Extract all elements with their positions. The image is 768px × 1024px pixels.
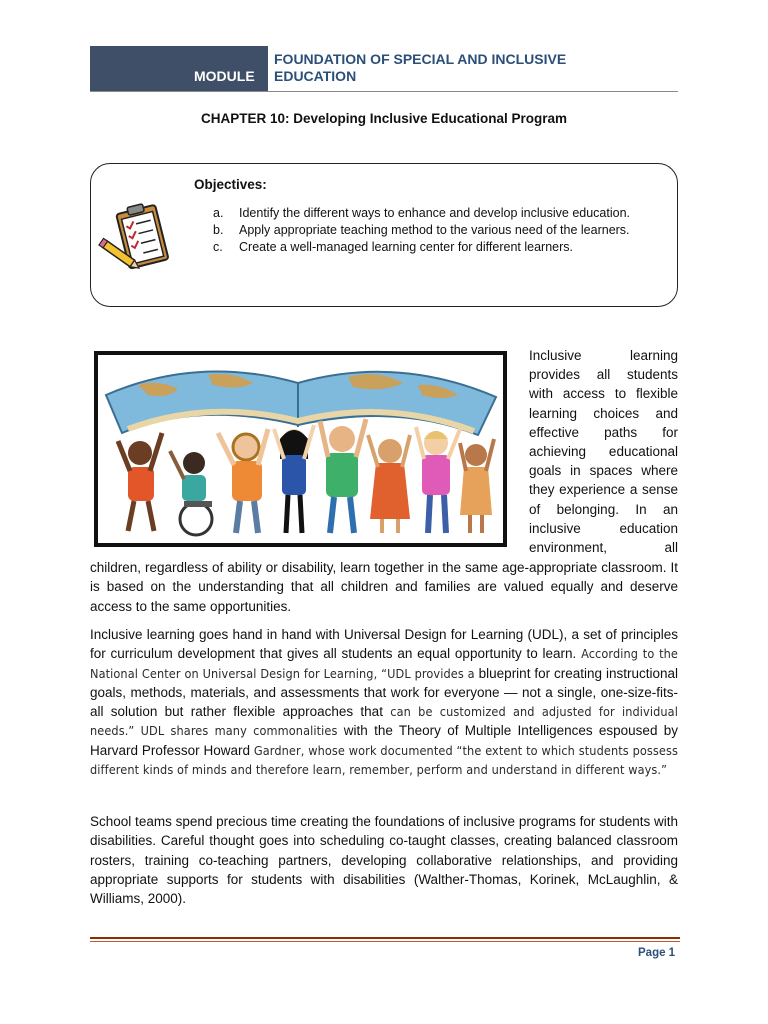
objective-letter: c. (213, 240, 223, 254)
udl-text-b: According to the National Center on Universal Design for Learning, “UDL provides a (90, 646, 678, 681)
chapter-title: CHAPTER 10: Developing Inclusive Educational Program (200, 111, 568, 126)
udl-text-d: can be customized and adjusted for individual needs.” UDL shares many commonalities (90, 704, 678, 739)
objective-text: Create a well-managed learning center for different learners. (239, 240, 573, 254)
footer-rule-thin (90, 941, 680, 942)
udl-text-c: blueprint for creating instructional goals, methods, materials, and assessments that work for everyone — not a single, one-size-fits-all solution but rather flexible approaches that (90, 665, 678, 720)
objective-item (213, 205, 633, 222)
udl-paragraph (90, 625, 678, 779)
udl-text-f: Gardner, whose work documented “the extent to which students possess different kinds of minds and therefore learn, remember, perform and understand in different ways.” (90, 742, 678, 778)
objective-item (213, 222, 633, 239)
footer-rule (90, 937, 680, 939)
page-number: Page 1 (638, 947, 676, 959)
header-divider (90, 91, 678, 92)
children-holding-book-illustration (94, 351, 507, 547)
module-label: MODULE (194, 68, 255, 84)
module-title-line1: FOUNDATION OF SPECIAL AND INCLUSIVE (274, 51, 567, 67)
objective-letter: a. (213, 206, 224, 220)
intro-paragraph-rest: children, regardless of ability or disability, learn together in the same age-appropriate classroom. It is based on the understanding that all children and families are valued equally and deserve access to the same opportunities. (90, 560, 678, 614)
udl-text-e: with the Theory of Multiple Intelligences espoused by Harvard Professor Howard (90, 723, 678, 758)
module-title (274, 51, 614, 85)
objective-text: Apply appropriate teaching method to the various need of the learners. (239, 223, 630, 237)
school-teams-paragraph: School teams spend precious time creating the foundations of inclusive programs for students with disabilities. Careful thought goes into scheduling co-taught classes, creating balanced classroom rosters, training co-teaching partners, developing collaborative relationships, and providing appropriate supports for students with disabilities (Walther-Thomas, Korinek, McLaughlin, & Williams, 2000). (90, 814, 678, 907)
module-title-line2: EDUCATION (274, 68, 357, 84)
objective-text: Identify the different ways to enhance and develop inclusive education. (239, 206, 631, 220)
intro-paragraph-wrap: Inclusive learning provides all students with access to flexible learning choices and effective paths for achieving educational goals in spaces where they experience a sense of belonging. In an inclusive education environment, all (529, 348, 678, 556)
objective-item (213, 239, 633, 256)
objectives-list (213, 205, 633, 256)
udl-text-a: Inclusive learning goes hand in hand with Universal Design for Learning (UDL), a set of principles for curriculum development that gives all students an equal opportunity to learn. (90, 627, 678, 662)
objective-letter: b. (213, 223, 224, 237)
clipboard-checklist-icon (96, 202, 180, 286)
objectives-heading: Objectives: (194, 177, 267, 192)
